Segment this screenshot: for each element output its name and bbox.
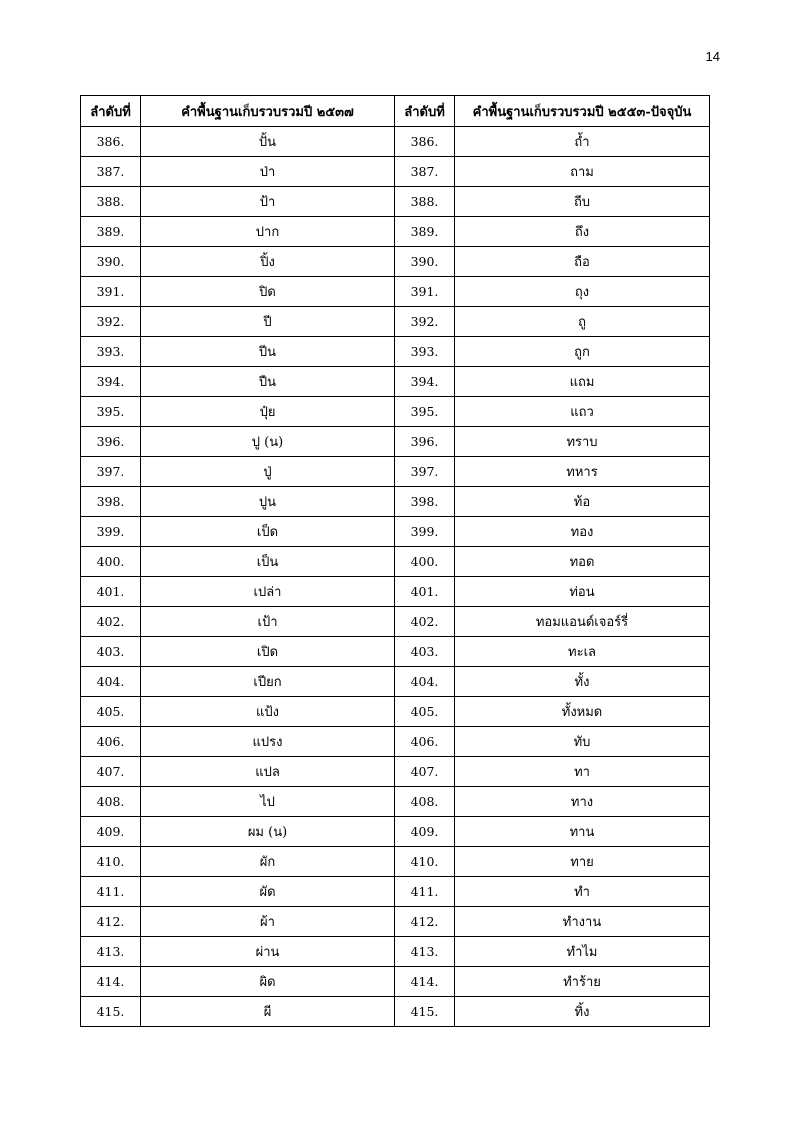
header-words-2010: คำพื้นฐานเก็บรวบรวมปี ๒๕๕๓-ปัจจุบัน (455, 96, 710, 127)
table-row (81, 157, 710, 187)
word-2010-cell: ถูก (455, 337, 710, 367)
order-2010-cell: 394. (395, 367, 455, 397)
word-2010-cell: ทำ (455, 877, 710, 907)
word-1994-cell: ปาก (141, 217, 395, 247)
order-2010-cell: 408. (395, 787, 455, 817)
order-1994-cell: 400. (81, 547, 141, 577)
order-1994-cell: 409. (81, 817, 141, 847)
table-row (81, 877, 710, 907)
table-row (81, 577, 710, 607)
order-2010-cell: 405. (395, 697, 455, 727)
word-2010-cell: ทอด (455, 547, 710, 577)
table-row (81, 307, 710, 337)
table-row (81, 967, 710, 997)
table-header-row (81, 96, 710, 127)
order-1994-cell: 388. (81, 187, 141, 217)
order-2010-cell: 389. (395, 217, 455, 247)
order-2010-cell: 393. (395, 337, 455, 367)
order-1994-cell: 394. (81, 367, 141, 397)
order-1994-cell: 392. (81, 307, 141, 337)
order-2010-cell: 410. (395, 847, 455, 877)
table-row (81, 247, 710, 277)
order-2010-cell: 403. (395, 637, 455, 667)
order-2010-cell: 411. (395, 877, 455, 907)
order-2010-cell: 387. (395, 157, 455, 187)
table-row (81, 427, 710, 457)
word-1994-cell: ผัก (141, 847, 395, 877)
word-2010-cell: ทำงาน (455, 907, 710, 937)
order-2010-cell: 406. (395, 727, 455, 757)
order-1994-cell: 386. (81, 127, 141, 157)
word-2010-cell: ทอง (455, 517, 710, 547)
table-row (81, 337, 710, 367)
word-2010-cell: ถือ (455, 247, 710, 277)
word-2010-cell: ถึง (455, 217, 710, 247)
order-1994-cell: 402. (81, 607, 141, 637)
word-1994-cell: แป้ง (141, 697, 395, 727)
word-2010-cell: ทาง (455, 787, 710, 817)
header-order-1994: ลำดับที่ (81, 96, 141, 127)
table-row (81, 187, 710, 217)
order-1994-cell: 405. (81, 697, 141, 727)
order-2010-cell: 407. (395, 757, 455, 787)
word-1994-cell: เป้า (141, 607, 395, 637)
word-2010-cell: ทหาร (455, 457, 710, 487)
word-2010-cell: ทำร้าย (455, 967, 710, 997)
word-1994-cell: แปล (141, 757, 395, 787)
order-2010-cell: 386. (395, 127, 455, 157)
word-2010-cell: ทับ (455, 727, 710, 757)
order-2010-cell: 401. (395, 577, 455, 607)
order-1994-cell: 403. (81, 637, 141, 667)
order-1994-cell: 415. (81, 997, 141, 1027)
word-1994-cell: ปิ้ง (141, 247, 395, 277)
word-2010-cell: ทำไม (455, 937, 710, 967)
word-1994-cell: ปิด (141, 277, 395, 307)
table-row (81, 397, 710, 427)
word-2010-cell: ทอมแอนด์เจอร์รี่ (455, 607, 710, 637)
table-row (81, 547, 710, 577)
table-row (81, 367, 710, 397)
order-2010-cell: 415. (395, 997, 455, 1027)
word-1994-cell: ปู่ (141, 457, 395, 487)
order-2010-cell: 414. (395, 967, 455, 997)
order-2010-cell: 413. (395, 937, 455, 967)
word-2010-cell: ทาน (455, 817, 710, 847)
word-2010-cell: ถู (455, 307, 710, 337)
order-2010-cell: 388. (395, 187, 455, 217)
word-1994-cell: ป่า (141, 157, 395, 187)
order-1994-cell: 398. (81, 487, 141, 517)
table-row (81, 277, 710, 307)
word-1994-cell: ปีน (141, 337, 395, 367)
table-row (81, 727, 710, 757)
word-1994-cell: ปู (น) (141, 427, 395, 457)
word-1994-cell: ผ่าน (141, 937, 395, 967)
header-words-1994: คำพื้นฐานเก็บรวบรวมปี ๒๕๓๗ (141, 96, 395, 127)
order-1994-cell: 390. (81, 247, 141, 277)
order-1994-cell: 401. (81, 577, 141, 607)
order-1994-cell: 397. (81, 457, 141, 487)
table-row (81, 697, 710, 727)
order-2010-cell: 395. (395, 397, 455, 427)
word-1994-cell: ปืน (141, 367, 395, 397)
word-1994-cell: ปุ๋ย (141, 397, 395, 427)
word-1994-cell: ปี (141, 307, 395, 337)
order-1994-cell: 396. (81, 427, 141, 457)
table-row (81, 757, 710, 787)
word-2010-cell: ทิ้ง (455, 997, 710, 1027)
word-2010-cell: ทะเล (455, 637, 710, 667)
order-2010-cell: 400. (395, 547, 455, 577)
order-1994-cell: 407. (81, 757, 141, 787)
table-row (81, 127, 710, 157)
order-1994-cell: 410. (81, 847, 141, 877)
word-2010-cell: ทั้ง (455, 667, 710, 697)
order-2010-cell: 402. (395, 607, 455, 637)
word-1994-cell: ผัด (141, 877, 395, 907)
word-2010-cell: ทาย (455, 847, 710, 877)
word-1994-cell: เป็ด (141, 517, 395, 547)
word-1994-cell: แปรง (141, 727, 395, 757)
word-1994-cell: เป็น (141, 547, 395, 577)
word-1994-cell: ปั้น (141, 127, 395, 157)
table-row (81, 517, 710, 547)
word-2010-cell: ท้อ (455, 487, 710, 517)
order-2010-cell: 399. (395, 517, 455, 547)
table-row (81, 457, 710, 487)
order-2010-cell: 412. (395, 907, 455, 937)
word-2010-cell: ทราบ (455, 427, 710, 457)
word-2010-cell: ถีบ (455, 187, 710, 217)
word-2010-cell: แถม (455, 367, 710, 397)
order-1994-cell: 408. (81, 787, 141, 817)
order-2010-cell: 396. (395, 427, 455, 457)
order-1994-cell: 412. (81, 907, 141, 937)
order-2010-cell: 409. (395, 817, 455, 847)
word-table (80, 95, 710, 1027)
table-row (81, 907, 710, 937)
word-1994-cell: ผิด (141, 967, 395, 997)
word-2010-cell: ถุง (455, 277, 710, 307)
word-2010-cell: แถว (455, 397, 710, 427)
table-row (81, 667, 710, 697)
word-1994-cell: ผี (141, 997, 395, 1027)
word-1994-cell: ไป (141, 787, 395, 817)
table-row (81, 937, 710, 967)
order-1994-cell: 414. (81, 967, 141, 997)
table-row (81, 847, 710, 877)
table-row (81, 817, 710, 847)
order-2010-cell: 391. (395, 277, 455, 307)
order-1994-cell: 387. (81, 157, 141, 187)
order-1994-cell: 393. (81, 337, 141, 367)
table-row (81, 487, 710, 517)
table-row (81, 787, 710, 817)
order-1994-cell: 399. (81, 517, 141, 547)
word-1994-cell: ป้า (141, 187, 395, 217)
header-order-2010: ลำดับที่ (395, 96, 455, 127)
word-2010-cell: ถ้ำ (455, 127, 710, 157)
table-body (81, 127, 710, 1027)
word-1994-cell: เปียก (141, 667, 395, 697)
word-1994-cell: ผม (น) (141, 817, 395, 847)
table-row (81, 607, 710, 637)
order-2010-cell: 404. (395, 667, 455, 697)
order-1994-cell: 395. (81, 397, 141, 427)
word-1994-cell: ผ้า (141, 907, 395, 937)
word-2010-cell: ทา (455, 757, 710, 787)
order-1994-cell: 391. (81, 277, 141, 307)
order-1994-cell: 389. (81, 217, 141, 247)
order-1994-cell: 411. (81, 877, 141, 907)
page-number: 14 (705, 49, 720, 64)
order-2010-cell: 398. (395, 487, 455, 517)
order-1994-cell: 404. (81, 667, 141, 697)
order-2010-cell: 392. (395, 307, 455, 337)
word-1994-cell: เปล่า (141, 577, 395, 607)
order-2010-cell: 397. (395, 457, 455, 487)
order-1994-cell: 413. (81, 937, 141, 967)
word-2010-cell: ทั้งหมด (455, 697, 710, 727)
table-row (81, 217, 710, 247)
order-1994-cell: 406. (81, 727, 141, 757)
table-row (81, 637, 710, 667)
word-1994-cell: ปูน (141, 487, 395, 517)
order-2010-cell: 390. (395, 247, 455, 277)
table-row (81, 997, 710, 1027)
word-2010-cell: ท่อน (455, 577, 710, 607)
word-2010-cell: ถาม (455, 157, 710, 187)
word-1994-cell: เปิด (141, 637, 395, 667)
